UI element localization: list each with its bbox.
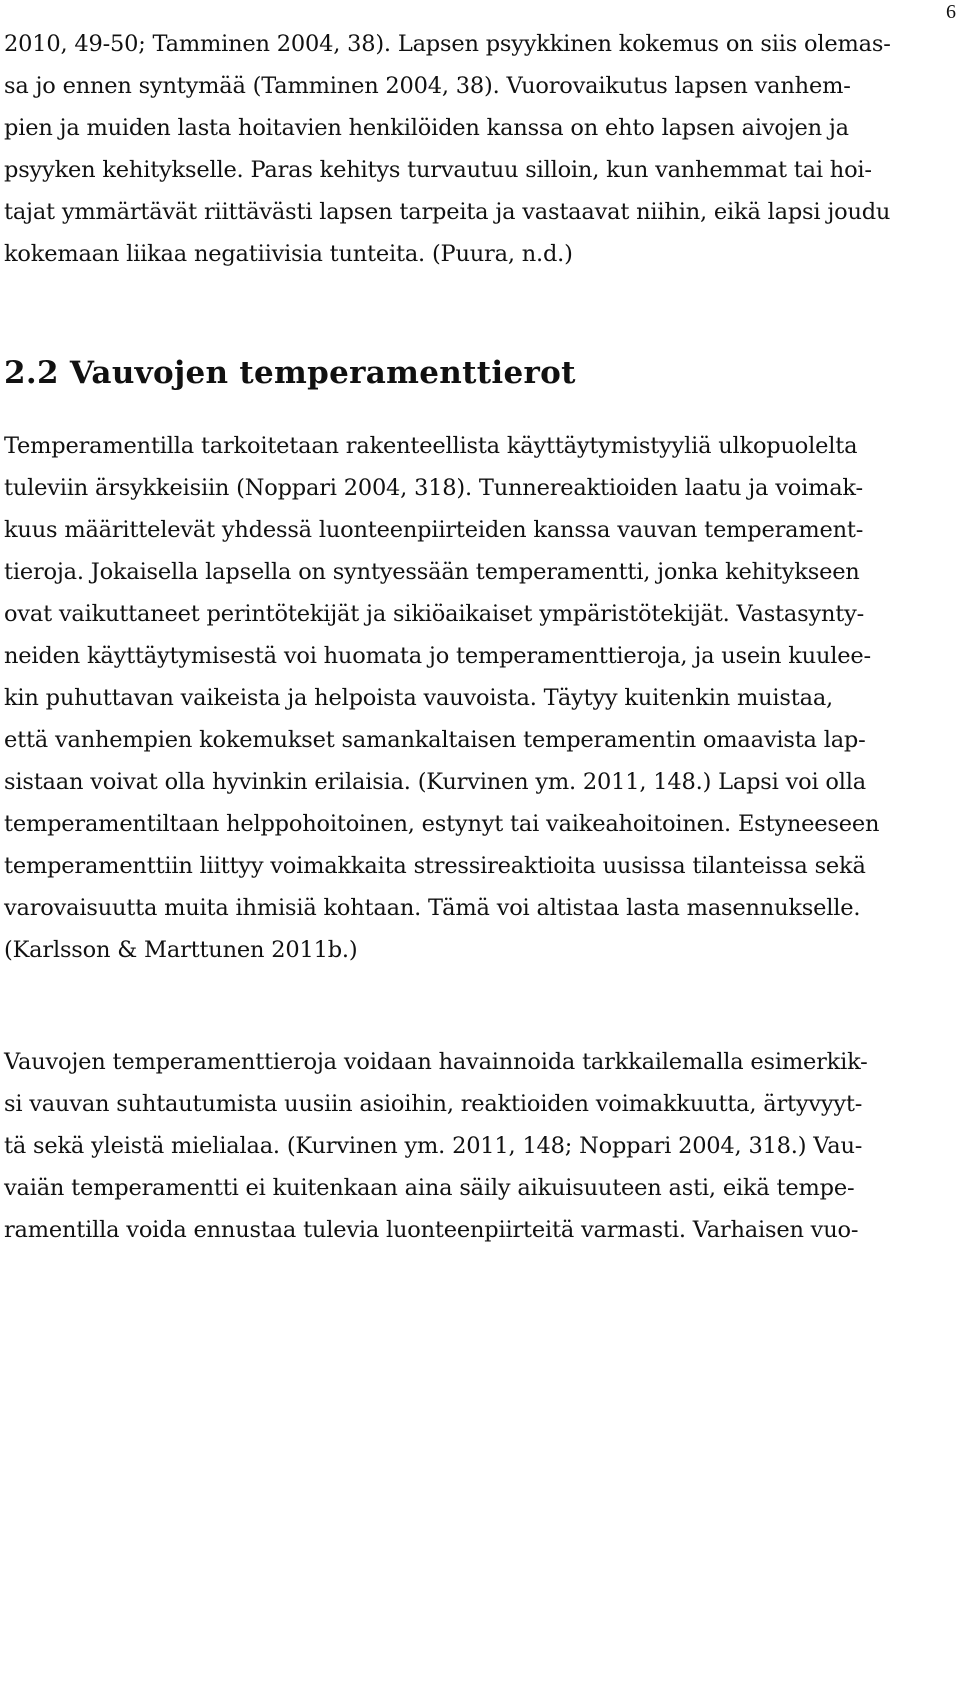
text-line: (Karlsson & Marttunen 2011b.) <box>4 937 358 963</box>
text-line: psyyken kehitykselle. Paras kehitys turvautuu silloin, kun vanhemmat tai hoi- <box>4 157 872 183</box>
text-line: 2010, 49-50; Tamminen 2004, 38). Lapsen psyykkinen kokemus on siis olemas- <box>4 31 891 57</box>
paragraph-1 <box>4 31 891 286</box>
paragraph-2 <box>4 433 880 982</box>
text-line: kuus määrittelevät yhdessä luonteenpiirteiden kanssa vauvan temperament- <box>4 517 864 543</box>
text-line: vaiän temperamentti ei kuitenkaan aina säily aikuisuuteen asti, eikä tempe- <box>4 1175 855 1201</box>
text-line: varovaisuutta muita ihmisiä kohtaan. Tämä voi altistaa lasta masennukselle. <box>4 895 861 921</box>
text-line: pien ja muiden lasta hoitavien henkilöiden kanssa on ehto lapsen aivojen ja <box>4 115 849 141</box>
page-number: 6 <box>946 1 956 23</box>
text-line: tajat ymmärtävät riittävästi lapsen tarpeita ja vastaavat niihin, eikä lapsi joudu <box>4 199 891 225</box>
text-line: kin puhuttavan vaikeista ja helpoista vauvoista. Täytyy kuitenkin muistaa, <box>4 685 833 711</box>
text-line: temperamenttiin liittyy voimakkaita stressireaktioita uusissa tilanteissa sekä <box>4 853 866 879</box>
text-line: sistaan voivat olla hyvinkin erilaisia. (Kurvinen ym. 2011, 148.) Lapsi voi olla <box>4 769 866 795</box>
text-line: sa jo ennen syntymää (Tamminen 2004, 38). Vuorovaikutus lapsen vanhem- <box>4 73 851 99</box>
text-line: Vauvojen temperamenttieroja voidaan havainnoida tarkkailemalla esimerkik- <box>4 1049 868 1075</box>
text-line: tuleviin ärsykkeisiin (Noppari 2004, 318). Tunnereaktioiden laatu ja voimak- <box>4 475 863 501</box>
paragraph-3 <box>4 1049 868 1262</box>
text-line: että vanhempien kokemukset samankaltaisen temperamentin omaavista lap- <box>4 727 866 753</box>
text-line: Temperamentilla tarkoitetaan rakenteellista käyttäytymistyyliä ulkopuolelta <box>4 433 858 459</box>
section-heading: 2.2 Vauvojen temperamenttierot <box>4 355 576 391</box>
text-line: neiden käyttäytymisestä voi huomata jo temperamenttieroja, ja usein kuulee- <box>4 643 871 669</box>
text-line: tieroja. Jokaisella lapsella on syntyessään temperamentti, jonka kehitykseen <box>4 559 860 585</box>
text-line: temperamentiltaan helppohoitoinen, estynyt tai vaikeahoitoinen. Estyneeseen <box>4 811 880 837</box>
text-line: si vauvan suhtautumista uusiin asioihin, reaktioiden voimakkuutta, ärtyvyyt- <box>4 1091 863 1117</box>
document-body <box>4 31 891 1262</box>
text-line: ovat vaikuttaneet perintötekijät ja sikiöaikaiset ympäristötekijät. Vastasynty- <box>4 601 864 627</box>
text-line: tä sekä yleistä mielialaa. (Kurvinen ym. 2011, 148; Noppari 2004, 318.) Vau- <box>4 1133 863 1159</box>
text-line: kokemaan liikaa negatiivisia tunteita. (Puura, n.d.) <box>4 241 573 267</box>
text-line: ramentilla voida ennustaa tulevia luonteenpiirteitä varmasti. Varhaisen vuo- <box>4 1217 859 1243</box>
